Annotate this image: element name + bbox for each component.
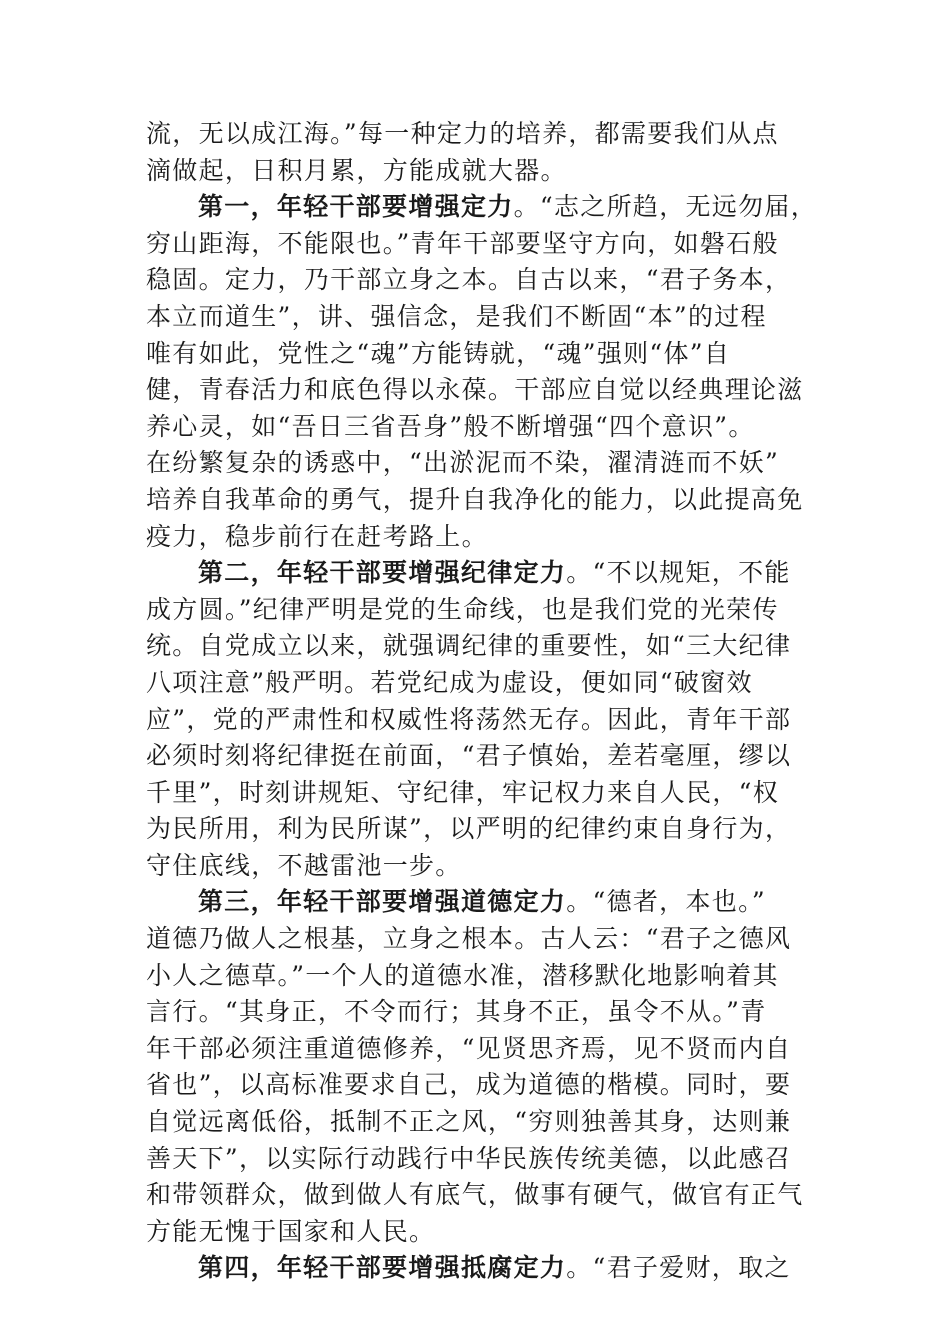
paragraph-line: 和带领群众，做到做人有底气，做事有硬气，做官有正气 [146, 1180, 804, 1210]
section-first-line [146, 884, 816, 921]
intro-line: 流，无以成江海。”每一种定力的培养，都需要我们从点 [146, 119, 779, 148]
paragraph-line: 养心灵，如“吾日三省吾身”般不断增强“四个意识”。 [146, 411, 755, 441]
paragraph-line: 本立而道生”，讲、强信念，是我们不断固“本”的过程 [146, 301, 767, 331]
section-heading: 第三，年轻干部要增强道德定力 [198, 887, 567, 917]
paragraph-line: 小人之德草。”一个人的道德水准，潜移默化地影响着其 [146, 960, 779, 990]
paragraph-line: 省也”，以高标准要求自己，成为道德的楷模。同时，要 [146, 1070, 792, 1100]
paragraph-line: 八项注意”般严明。若党纪成为虚设，便如同“破窗效 [146, 667, 753, 697]
section-text: 。“志之所趋，无远勿届， [513, 192, 817, 222]
paragraph-line: 善天下”，以实际行动践行中华民族传统美德，以此感召 [146, 1143, 792, 1173]
paragraph-line: 道德乃做人之根基，立身之根本。古人云：“君子之德风 [146, 924, 792, 954]
paragraph-line: 健，青春活力和底色得以永葆。干部应自觉以经典理论滋 [146, 375, 804, 405]
paragraph-line: 唯有如此，党性之“魂”方能铸就，“魂”强则“体”自 [146, 338, 731, 368]
paragraph-line: 统。自党成立以来，就强调纪律的重要性，如“三大纪律 [146, 631, 792, 661]
paragraph-line: 穷山距海，不能限也。”青年干部要坚守方向，如磐石般 [146, 228, 779, 258]
section-first-line [146, 189, 816, 226]
paragraph-line: 为民所用，利为民所谋”，以严明的纪律约束自身行为， [146, 814, 792, 844]
paragraph-line: 方能无愧于国家和人民。 [146, 1216, 436, 1246]
paragraph-line: 千里”，时刻讲规矩、守纪律，牢记权力来自人民，“权 [146, 777, 780, 807]
section-text: 。“德者，本也。” [566, 887, 766, 917]
section-heading: 第一，年轻干部要增强定力 [198, 192, 514, 222]
paragraph-line: 培养自我革命的勇气，提升自我净化的能力，以此提高免 [146, 484, 804, 514]
section-heading: 第四，年轻干部要增强抵腐定力 [198, 1253, 567, 1283]
intro-line: 滴做起，日积月累，方能成就大器。 [146, 155, 567, 185]
document-body [146, 116, 816, 1287]
section-first-line [146, 555, 816, 592]
paragraph-line: 言行。“其身正，不令而行；其身不正，虽令不从。”青 [146, 997, 767, 1027]
paragraph-line: 在纷繁复杂的诱惑中，“出淤泥而不染，濯清涟而不妖” [146, 448, 780, 478]
paragraph-line: 守住底线，不越雷池一步。 [146, 850, 462, 880]
paragraph-line: 应”，党的严肃性和权威性将荡然无存。因此，青年干部 [146, 704, 792, 734]
paragraph-line: 自觉远离低俗，抵制不正之风，“穷则独善其身，达则兼 [146, 1107, 792, 1137]
section-heading: 第二，年轻干部要增强纪律定力 [198, 558, 567, 588]
section-text: 。“君子爱财，取之 [566, 1253, 791, 1283]
paragraph-line: 疫力，稳步前行在赶考路上。 [146, 521, 488, 551]
paragraph-line: 成方圆。”纪律严明是党的生命线，也是我们党的光荣传 [146, 594, 779, 624]
paragraph-line: 稳固。定力，乃干部立身之本。自古以来，“君子务本， [146, 265, 792, 295]
section-first-line [146, 1250, 816, 1287]
paragraph-line: 年干部必须注重道德修养，“见贤思齐焉，见不贤而内自 [146, 1033, 792, 1063]
section-text: 。“不以规矩，不能 [566, 558, 791, 588]
paragraph-line: 必须时刻将纪律挺在前面，“君子慎始，差若毫厘，缪以 [146, 741, 792, 771]
